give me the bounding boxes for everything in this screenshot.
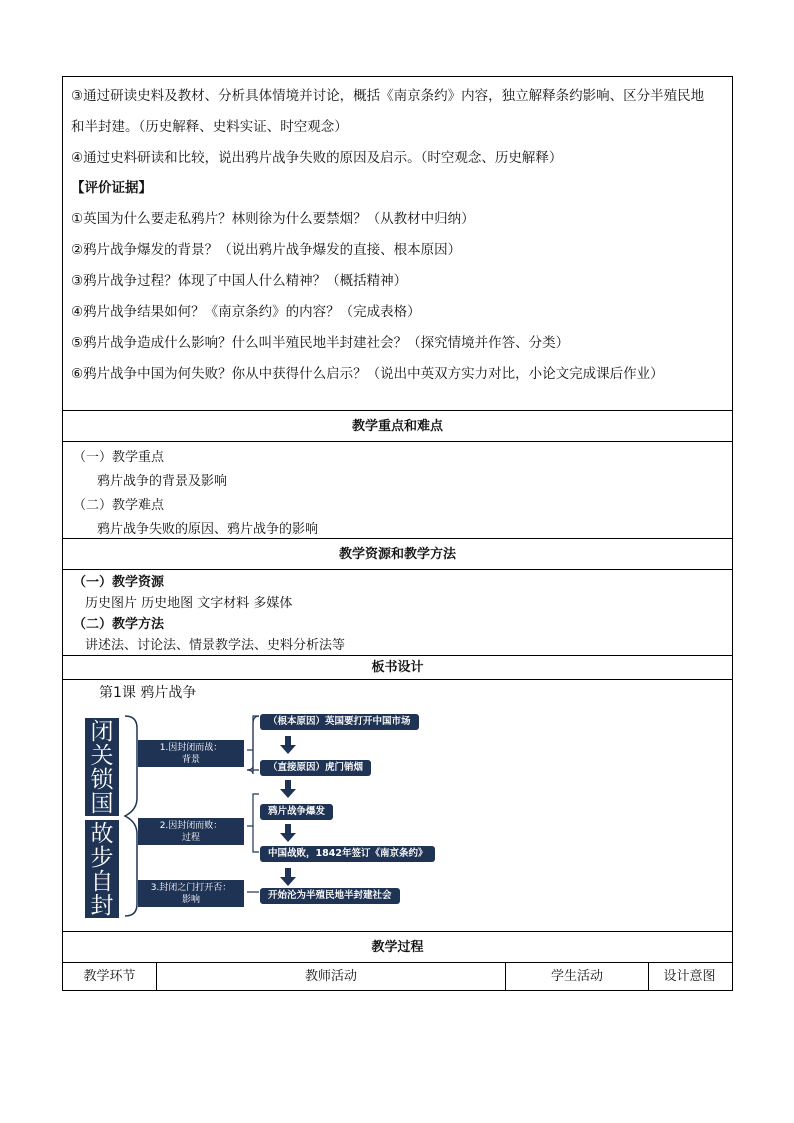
evidence-item: ④鸦片战争结果如何？《南京条约》的内容？（完成表格）: [71, 304, 421, 320]
column-intent: 设计意图: [663, 969, 716, 984]
board-background-box: 1.因封闭而战： 背景: [138, 740, 244, 767]
objective-3-line-1: ③通过研读史料及教材、分析具体情境并讨论，概括《南京条约》内容，独立解释条约影响、区分半殖民地: [71, 88, 705, 104]
resources-section: [63, 570, 732, 656]
key-points-section: [63, 442, 732, 539]
evidence-item: ①英国为什么要走私鸦片？林则徐为什么要禁烟？（从教材中归纳）: [71, 211, 475, 227]
board-defeat-treaty: 中国战败，1842年签订《南京条约》: [260, 846, 435, 862]
difficulty-label: （二）教学难点: [73, 498, 165, 513]
column-teacher: 教师活动: [157, 963, 506, 990]
resources-label: （一）教学资源: [73, 575, 165, 590]
objective-3-line-2: 和半封建。（历史解释、史料实证、时空观念）: [71, 119, 348, 135]
board-impact-box: 3.封闭之门打开否： 影响: [138, 880, 244, 907]
objective-4: ④通过史料研读和比较，说出鸦片战争失败的原因及启示。（时空观念、历史解释）: [71, 150, 563, 166]
methods-text: 讲述法、讨论法、情景教学法、史料分析法等: [85, 638, 346, 653]
evidence-item: ③鸦片战争过程？体现了中国人什么精神？（概括精神）: [71, 273, 408, 289]
board-title: 第1课 鸦片战争: [99, 685, 197, 701]
evidence-item: ②鸦片战争爆发的背景？（说出鸦片战争爆发的直接、根本原因）: [71, 242, 462, 258]
left-label-top: 闭 关 锁 国: [85, 718, 119, 816]
board-war-outbreak: 鸦片战争爆发: [260, 804, 333, 820]
column-stage: 教学环节: [63, 963, 157, 990]
evidence-item: ⑥鸦片战争中国为何失败？你从中获得什么启示？（说出中英双方实力对比，小论文完成课后作业）: [71, 366, 664, 382]
evidence-heading: 【评价证据】: [71, 180, 152, 196]
evidence-item: ⑤鸦片战争造成什么影响？什么叫半殖民地半封建社会？（探究情境并作答、分类）: [71, 335, 570, 351]
lesson-plan-table: [62, 76, 733, 991]
process-header: 教学过程: [63, 932, 732, 963]
focus-label: （一）教学重点: [73, 450, 165, 465]
focus-text: 鸦片战争的背景及影响: [97, 474, 228, 489]
resources-header: 教学资源和教学方法: [63, 539, 732, 570]
key-points-header: 教学重点和难点: [63, 411, 732, 442]
board-design: [63, 680, 732, 932]
objectives-section: [63, 77, 732, 411]
left-label-bottom: 故 步 自 封: [85, 820, 119, 918]
arrow-down-icon: [282, 736, 294, 754]
process-columns: [63, 963, 732, 991]
board-root-cause: （根本原因）英国要打开中国市场: [260, 714, 419, 730]
arrow-down-icon: [282, 868, 294, 886]
board-semi-colonial: 开始沦为半殖民地半封建社会: [260, 888, 400, 904]
methods-label: （二）教学方法: [73, 617, 165, 632]
board-direct-cause: （直接原因）虎门销烟: [260, 760, 371, 776]
arrow-down-icon: [282, 824, 294, 842]
board-process-box: 2.因封闭而败： 过程: [138, 818, 244, 845]
board-header: 板书设计: [63, 656, 732, 680]
difficulty-text: 鸦片战争失败的原因、鸦片战争的影响: [97, 522, 319, 537]
column-student: 学生活动: [506, 963, 649, 990]
resources-text: 历史图片 历史地图 文字材料 多媒体: [85, 596, 293, 611]
arrow-down-icon: [282, 780, 294, 798]
